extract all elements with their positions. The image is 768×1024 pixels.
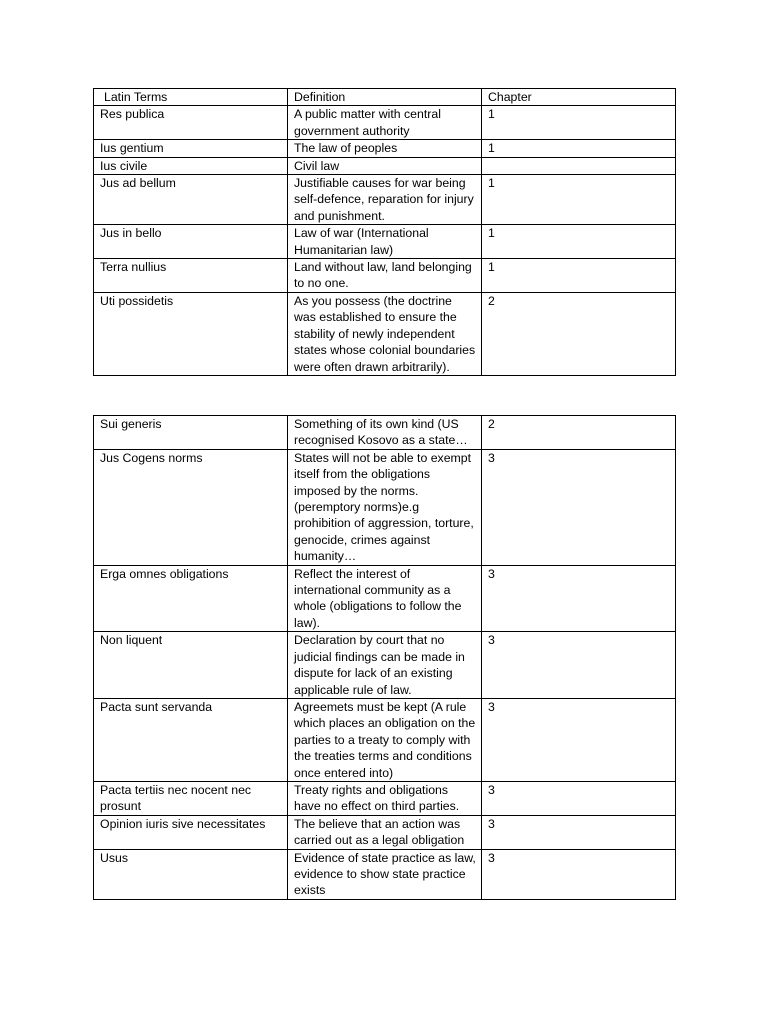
definition-cell: Land without law, land belonging to no one. bbox=[288, 259, 482, 293]
table-row bbox=[94, 140, 676, 157]
definition-cell: As you possess (the doctrine was established to ensure the stability of newly independent states whose colonial boundaries were often drawn arbitrarily). bbox=[288, 292, 482, 375]
chapter-cell: 3 bbox=[482, 565, 676, 632]
term-cell: Uti possidetis bbox=[94, 292, 288, 375]
term-cell: Jus ad bellum bbox=[94, 175, 288, 225]
table-row bbox=[94, 416, 676, 450]
definition-cell: Treaty rights and obligations have no effect on third parties. bbox=[288, 781, 482, 815]
chapter-cell: 1 bbox=[482, 140, 676, 157]
definition-cell: Agreemets must be kept (A rule which places an obligation on the parties to a treaty to comply with the treaties terms and conditions once entered into) bbox=[288, 698, 482, 781]
chapter-cell: 1 bbox=[482, 225, 676, 259]
chapter-cell: 3 bbox=[482, 632, 676, 699]
table-row bbox=[94, 106, 676, 140]
chapter-cell: 3 bbox=[482, 449, 676, 565]
definition-cell: The law of peoples bbox=[288, 140, 482, 157]
table-row bbox=[94, 565, 676, 632]
latin-terms-table-1 bbox=[93, 88, 676, 376]
term-cell: Pacta tertiis nec nocent nec prosunt bbox=[94, 781, 288, 815]
term-cell: Opinion iuris sive necessitates bbox=[94, 815, 288, 849]
table-row bbox=[94, 449, 676, 565]
chapter-cell: 1 bbox=[482, 259, 676, 293]
term-cell: Usus bbox=[94, 849, 288, 899]
definition-cell: Law of war (International Humanitarian law) bbox=[288, 225, 482, 259]
table-row bbox=[94, 292, 676, 375]
term-cell: Non liquent bbox=[94, 632, 288, 699]
chapter-cell: 3 bbox=[482, 849, 676, 899]
table-row bbox=[94, 632, 676, 699]
chapter-cell: 3 bbox=[482, 815, 676, 849]
table-row bbox=[94, 225, 676, 259]
term-cell: Res publica bbox=[94, 106, 288, 140]
definition-cell: Declaration by court that no judicial findings can be made in dispute for lack of an existing applicable rule of law. bbox=[288, 632, 482, 699]
definition-cell: A public matter with central government authority bbox=[288, 106, 482, 140]
latin-terms-table-2 bbox=[93, 415, 676, 900]
definition-cell: States will not be able to exempt itself from the obligations imposed by the norms. (peremptory norms)e.g prohibition of aggression, torture, genocide, crimes against humanity… bbox=[288, 449, 482, 565]
term-cell: Terra nullius bbox=[94, 259, 288, 293]
chapter-cell: 2 bbox=[482, 292, 676, 375]
definition-cell: Civil law bbox=[288, 157, 482, 174]
table-row bbox=[94, 849, 676, 899]
term-cell: Jus in bello bbox=[94, 225, 288, 259]
definition-cell: The believe that an action was carried out as a legal obligation bbox=[288, 815, 482, 849]
header-definition: Definition bbox=[288, 89, 482, 106]
definition-cell: Justifiable causes for war being self-defence, reparation for injury and punishment. bbox=[288, 175, 482, 225]
table-row bbox=[94, 781, 676, 815]
header-chapter: Chapter bbox=[482, 89, 676, 106]
table-header-row bbox=[94, 89, 676, 106]
chapter-cell bbox=[482, 157, 676, 174]
chapter-cell: 1 bbox=[482, 106, 676, 140]
header-latin-terms: Latin Terms bbox=[94, 89, 288, 106]
term-cell: Ius gentium bbox=[94, 140, 288, 157]
chapter-cell: 1 bbox=[482, 175, 676, 225]
table-row bbox=[94, 815, 676, 849]
term-cell: Ius civile bbox=[94, 157, 288, 174]
term-cell: Sui generis bbox=[94, 416, 288, 450]
definition-cell: Something of its own kind (US recognised Kosovo as a state… bbox=[288, 416, 482, 450]
definition-cell: Evidence of state practice as law, evidence to show state practice exists bbox=[288, 849, 482, 899]
term-cell: Erga omnes obligations bbox=[94, 565, 288, 632]
chapter-cell: 3 bbox=[482, 781, 676, 815]
table-row bbox=[94, 698, 676, 781]
table-row bbox=[94, 259, 676, 293]
term-cell: Jus Cogens norms bbox=[94, 449, 288, 565]
table-row bbox=[94, 157, 676, 174]
definition-cell: Reflect the interest of international community as a whole (obligations to follow the law). bbox=[288, 565, 482, 632]
table-row bbox=[94, 175, 676, 225]
chapter-cell: 2 bbox=[482, 416, 676, 450]
term-cell: Pacta sunt servanda bbox=[94, 698, 288, 781]
chapter-cell: 3 bbox=[482, 698, 676, 781]
